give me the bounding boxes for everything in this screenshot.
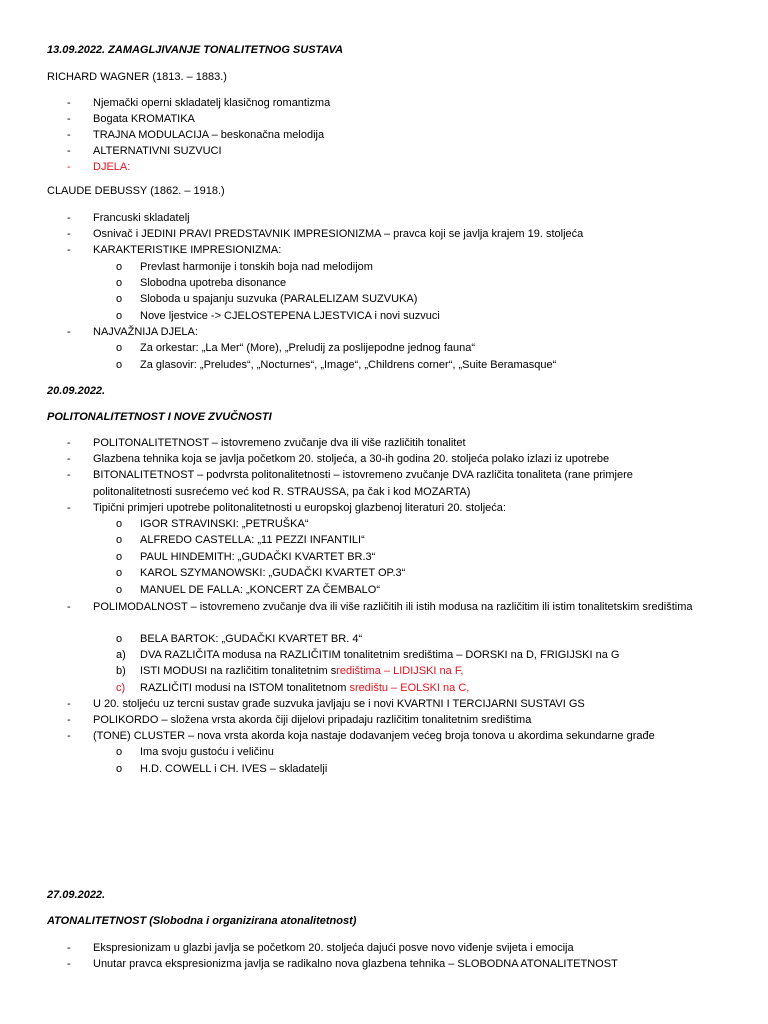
dash-marker: - (67, 326, 71, 338)
bullet-marker: o (116, 746, 123, 758)
list-item: Bogata KROMATIKA (93, 113, 195, 125)
list-item: Ekspresionizam u glazbi javlja se početkom 20. stoljeća dajući posve novo viđenje svijeta i emocija (93, 942, 574, 954)
bullet-marker: o (116, 359, 123, 371)
dash-marker: - (67, 730, 71, 742)
dash-marker: - (67, 714, 71, 726)
list-item: TRAJNA MODULACIJA – beskonačna melodija (93, 129, 325, 141)
section-heading-politonalitetnost: POLITONALITETNOST I NOVE ZVUČNOSTI (47, 411, 272, 423)
bullet-marker: o (116, 567, 123, 579)
section-heading-atonalitetnost: ATONALITETNOST (Slobodna i organizirana atonalitetnost) (47, 915, 357, 927)
sub-list-item: Sloboda u spajanju suzvuka (PARALELIZAM SUZVUKA) (140, 293, 418, 305)
list-item: Tipični primjeri upotrebe politonalitetnosti u europskoj glazbenoj literaturi 20. stoljeća: (93, 502, 506, 514)
dash-marker: - (67, 244, 71, 256)
section-date-3: 27.09.2022. (47, 889, 106, 901)
sub-list-item: MANUEL DE FALLA: „KONCERT ZA ČEMBALO“ (140, 584, 381, 596)
alpha-marker: a) (116, 649, 126, 661)
sub-list-item (140, 682, 469, 694)
text-run: RAZLIČITI modusi na ISTOM tonalitetnom (140, 682, 350, 694)
bullet-marker: o (116, 763, 123, 775)
section-date-2: 20.09.2022. (47, 385, 106, 397)
sub-list-item: IGOR STRAVINSKI: „PETRUŠKA“ (140, 518, 309, 530)
sub-list-item: BELA BARTOK: „GUDAČKI KVARTET BR. 4“ (140, 633, 363, 645)
dash-marker: - (67, 161, 71, 173)
bullet-marker: o (116, 277, 123, 289)
list-item: (TONE) CLUSTER – nova vrsta akorda koja nastaje dodavanjem većeg broja tonova u akordima sekundarne građe (93, 730, 655, 742)
bullet-marker: o (116, 584, 123, 596)
sub-list-item: Za orkestar: „La Mer“ (More), „Preludij za poslijepodne jednog fauna“ (140, 342, 476, 354)
list-item-djela: DJELA: (93, 161, 131, 173)
text-run: ISTI MODUSI na različitim tonalitetnim s (140, 665, 337, 677)
alpha-marker: b) (116, 665, 126, 677)
list-item: ALTERNATIVNI SUZVUCI (93, 145, 222, 157)
sub-list-item: DVA RAZLIČITA modusa na RAZLIČITIM tonalitetnim središtima – DORSKI na D, FRIGIJSKI na G (140, 649, 620, 661)
list-item: BITONALITETNOST – podvrsta politonalitetnosti – istovremeno zvučanje DVA različita tonaliteta (rane primjere politonalitetnosti susrećemo već kod R. STRAUSSA, pa čak i kod MOZARTA) (93, 469, 633, 498)
bullet-marker: o (116, 534, 123, 546)
dash-marker: - (67, 145, 71, 157)
bullet-marker: o (116, 551, 123, 563)
bullet-marker: o (116, 293, 123, 305)
text-run-red: središtu – EOLSKI na C, (349, 682, 470, 694)
sub-list-item: Nove ljestvice -> CJELOSTEPENA LJESTVICA i novi suzvuci (140, 310, 440, 322)
dash-marker: - (67, 212, 71, 224)
dash-marker: - (67, 469, 71, 481)
alpha-marker: c) (116, 682, 126, 694)
sub-list-item: Prevlast harmonije i tonskih boja nad melodijom (140, 261, 373, 273)
dash-marker: - (67, 129, 71, 141)
dash-marker: - (67, 502, 71, 514)
list-item: NAJVAŽNIJA DJELA: (93, 326, 198, 338)
sub-list-item: KAROL SZYMANOWSKI: „GUDAČKI KVARTET OP.3“ (140, 567, 406, 579)
sub-list-item: Ima svoju gustoću i veličinu (140, 746, 274, 758)
composer-title-wagner: RICHARD WAGNER (1813. – 1883.) (47, 71, 227, 83)
list-item: Njemački operni skladatelj klasičnog romantizma (93, 97, 331, 109)
sub-list-item: Za glasovir: „Preludes“, „Nocturnes“, „Image“, „Childrens corner“, „Suite Beramasque“ (140, 359, 557, 371)
text-run-red: redištima – LIDIJSKI na F, (336, 665, 464, 677)
list-item: POLIKORDO – složena vrsta akorda čiji dijelovi pripadaju različitim tonalitetnim središtima (93, 714, 532, 726)
sub-list-item: ALFREDO CASTELLA: „11 PEZZI INFANTILI“ (140, 534, 365, 546)
bullet-marker: o (116, 633, 123, 645)
dash-marker: - (67, 228, 71, 240)
sub-list-item: PAUL HINDEMITH: „GUDAČKI KVARTET BR.3“ (140, 551, 376, 563)
dash-marker: - (67, 113, 71, 125)
list-item: POLIMODALNOST – istovremeno zvučanje dva ili više različitih ili istih modusa na različitim ili istim tonalitetskim središtima (93, 601, 693, 613)
list-item: Osnivač i JEDINI PRAVI PREDSTAVNIK IMPRESIONIZMA – pravca koji se javlja krajem 19. stoljeća (93, 228, 584, 240)
sub-list-item: H.D. COWELL i CH. IVES – skladatelji (140, 763, 328, 775)
dash-marker: - (67, 601, 71, 613)
dash-marker: - (67, 958, 71, 970)
list-item: Francuski skladatelj (93, 212, 190, 224)
bullet-marker: o (116, 310, 123, 322)
sub-list-item: Slobodna upotreba disonance (140, 277, 287, 289)
list-item: U 20. stoljeću uz tercni sustav građe suzvuka javljaju se i novi KVARTNI I TERCIJARNI SUSTAVI GS (93, 698, 585, 710)
list-item: POLITONALITETNOST – istovremeno zvučanje dva ili više različitih tonalitet (93, 437, 466, 449)
section-heading-zamagljivanje: 13.09.2022. ZAMAGLJIVANJE TONALITETNOG SUSTAVA (47, 44, 344, 56)
dash-marker: - (67, 437, 71, 449)
list-item: KARAKTERISTIKE IMPRESIONIZMA: (93, 244, 282, 256)
dash-marker: - (67, 698, 71, 710)
dash-marker: - (67, 453, 71, 465)
composer-title-debussy: CLAUDE DEBUSSY (1862. – 1918.) (47, 185, 225, 197)
dash-marker: - (67, 97, 71, 109)
bullet-marker: o (116, 518, 123, 530)
list-item: Unutar pravca ekspresionizma javlja se radikalno nova glazbena tehnika – SLOBODNA ATONALITETNOST (93, 958, 618, 970)
bullet-marker: o (116, 342, 123, 354)
list-item: Glazbena tehnika koja se javlja početkom 20. stoljeća, a 30-ih godina 20. stoljeća polako izlazi iz upotrebe (93, 453, 610, 465)
bullet-marker: o (116, 261, 123, 273)
sub-list-item (140, 665, 463, 677)
dash-marker: - (67, 942, 71, 954)
